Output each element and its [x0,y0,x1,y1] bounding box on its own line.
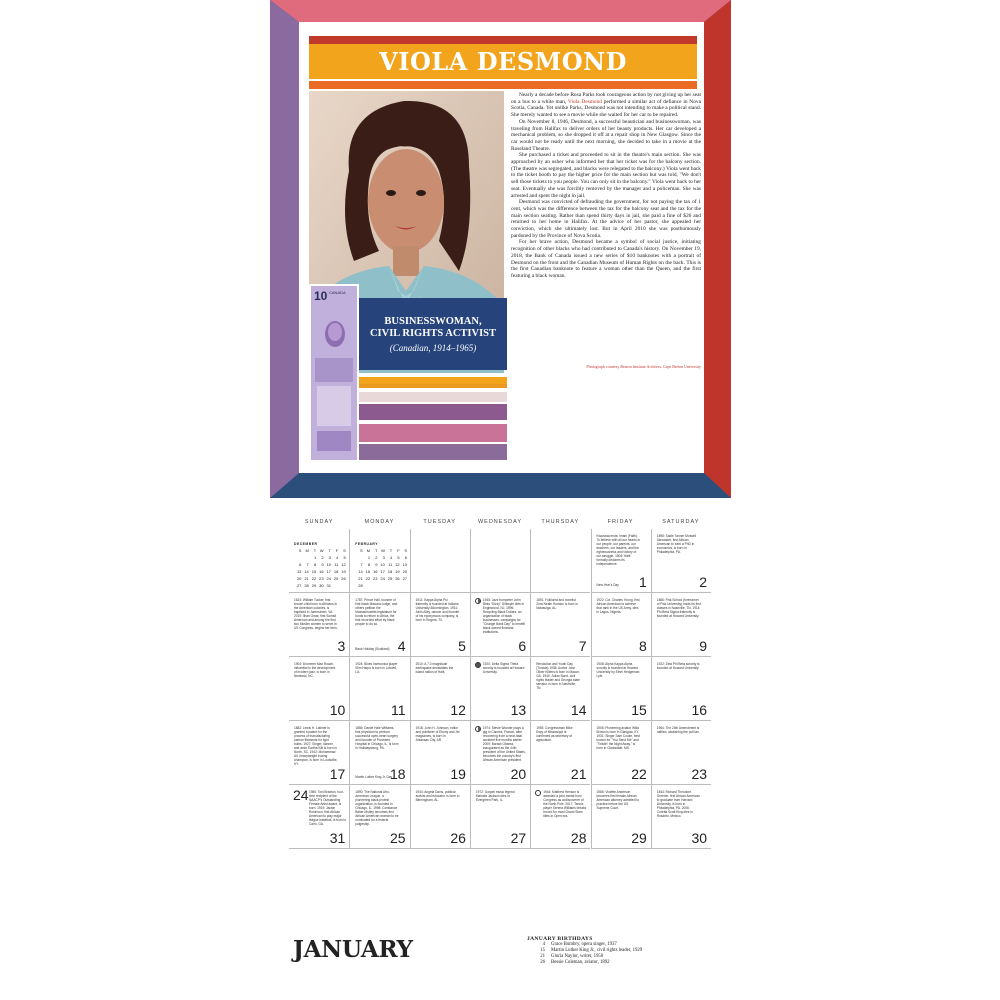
bio-paragraph: Desmond was convicted of defrauding the government, for not paying the tax of 1 cent, which was the difference between the tax for the balcony seat and the tax for the main section seating. Rather than spend thirty days in jail, she paid a fine of $26 and returned to her home in Halifax. At the advice of her pastor, she appealed her conviction, which she ultimately lost. But in April 2010 she was posthumously pardoned by the Province of Nova Scotia. [511,199,701,239]
stripe-orange [359,377,507,384]
day-note: Revolution and Youth Day (Tunisia) 1938: Author John Oliver Killens is born in Macon, GA. 1940: Julian Bond, civil rights leader and Georgia state senator, is born in Nashville, TN. [536,662,580,690]
day-note: 1890: The National Afro-American League, a pioneering black protest organization, is founded in Chicago, IL. 1998: Constance Baker Motley becomes first African American woman to be nominated for a federal judgeship. [355,790,399,826]
weekday-label: SATURDAY [662,519,700,525]
day-cell [651,785,711,849]
mini-calendar-row: 6 7 8 9 10 11 12 [299,562,346,567]
banknote-country: CANADA [329,290,346,295]
day-number: 29 [631,830,647,846]
day-cell [591,785,651,849]
bio-paragraph: Nearly a decade before Rosa Parks took courageous action by not giving up her seat on a bus to a white man, Viola Desmond performed a similar act of defiance in Nova Scotia, Canada. Yet unlike Parks, Desmond was not intending to make a political stand. She merely wanted to see a movie while she waited for her car to be repaired. [511,92,701,119]
day-note: 1787: Prince Hall, founder of first black Masonic lodge, and others petition the Massachusetts legislature for funds to return to Africa, the first recorded effort by black people to do so. [355,598,398,626]
mini-calendar-row: 1 2 3 4 5 [313,555,346,560]
day-number: 17 [329,766,346,782]
day-cell [591,593,651,657]
day-cell [530,785,590,849]
day-number: 21 [570,766,587,782]
mini-calendar-february [355,542,407,589]
day-cell [289,593,349,657]
birthdays-section [527,936,727,966]
day-number: 9 [699,638,708,654]
birthday-day: 15 [540,948,545,953]
day-cell [349,657,409,721]
day-note: 1882: Lewis H. Latimer is granted a patent for the process of manufacturing carbon filaments for light bulbs. 1927: Singer, dancer, and actor Eartha Kitt is born in North, SC. 1942: Muhammad Ali, heavyweight boxing champion, is born in Louisville, KY. [294,726,338,766]
day-cell [591,529,651,593]
content-panel [299,22,704,473]
birthday-text: Martin Luther King Jr., civil rights leader, 1929 [551,948,643,953]
calendar-days [289,529,711,925]
day-note: 1891: Folklorist and novelist Zora Neale Hurston is born in Notasulga, AL. [536,598,578,610]
day-number: 20 [510,766,527,782]
holiday-label: Bank Holiday (Scotland) [355,647,390,651]
day-cell [651,721,711,785]
day-note: 1918: John H. Johnson, editor and publisher of Ebony and Jet magazines, is born in Arkansas City, AR. [415,726,460,742]
weekday-label: TUESDAY [423,519,456,525]
birthday-text: Gloria Naylor, writer, 1950 [551,954,604,959]
month-title: JANUARY [293,936,413,963]
weekday-label: WEDNESDAY [477,519,522,525]
day-number: 15 [631,702,647,718]
feature-page [270,0,731,498]
moon-phase-icon [475,726,481,732]
stripe-orange-thin [359,384,507,388]
mini-calendar-row: 1 2 3 4 5 6 [367,555,408,560]
holiday-label: Martin Luther King Jr. Day [355,775,393,779]
day-note: 1906: Pioneering aviator Willa Brown is born in Glasgow, KY. 1931: Singer Sam Cooke, best known for "You Send Me" and "Twistin' the Night Away," is born in Clarksdale, MS. [596,726,640,750]
mini-calendar-title: FEBRUARY [355,542,379,546]
mini-calendar-row: 13 14 15 16 17 18 19 [296,569,346,574]
mini-calendar-header: S M T W T F S [360,548,408,553]
caption-role-line-2: CIVIL RIGHTS ACTIVIST [369,327,497,339]
day-cell [651,593,711,657]
day-note: 1920: Delta Sigma Theta sorority is founded at Howard University. [482,662,525,674]
day-number: 24 [293,787,309,803]
mini-calendar-title: DECEMBER [294,542,318,546]
day-number: 1 [639,574,647,590]
day-number: 31 [329,830,346,846]
day-number: 30 [691,830,708,846]
caption-box [359,298,507,370]
weekday-label: FRIDAY [607,519,634,525]
day-cell [470,593,530,657]
day-cell [591,721,651,785]
day-number: 23 [691,766,708,782]
day-cell [289,529,349,593]
day-number: 7 [578,638,587,654]
moon-phase-icon [475,662,481,668]
day-cell [349,529,409,593]
caption-lifespan: (Canadian, 1914–1965) [389,342,477,353]
top-stripe [309,36,697,44]
orange-stripe [309,81,697,89]
birthday-text: Grace Bumbry, opera singer, 1937 [551,942,617,947]
day-cell [410,785,470,849]
day-number: 12 [450,702,466,718]
title-bar [309,44,697,79]
day-note: 1945: Jazz trumpeter John Birks "Dizzy" Gillespie dies in Englewood, NJ. 1996: Recycling Black Dollars, an organization of black businesses, campaigns for "Change Bank Day" to benefit black-owned financial institutions. [482,598,526,634]
mini-calendar-header: S M T W T F S [298,548,346,553]
day-cell [530,529,590,593]
birthday-entry [527,960,727,966]
day-note: 2010: A 7.0 magnitude earthquake devastates the island nation of Haiti. [415,662,454,674]
day-cell [530,721,590,785]
day-cell [591,657,651,721]
day-number: 11 [391,702,406,718]
mini-calendar-row: 7 8 9 10 11 12 13 [360,562,408,567]
day-cell [289,785,349,849]
day-number: 19 [450,766,466,782]
weekday-label: MONDAY [364,519,395,525]
day-cell [470,785,530,849]
stripe-pink-light [359,392,507,402]
day-number: 14 [570,702,587,718]
day-number: 6 [518,638,527,654]
day-cell [349,593,409,657]
birthday-day: 26 [540,960,545,965]
day-cell [410,529,470,593]
mini-calendar-row: 27 28 29 30 31 [296,583,331,588]
day-cell [470,721,530,785]
day-cell [349,785,409,849]
day-number: 28 [570,830,587,846]
day-note: 1908: Alpha Kappa Alpha sorority is founded at Howard University by Ethel Hedgeman Lyle. [596,662,640,678]
caption-role-line-1: BUSINESSWOMAN, [384,315,482,327]
day-cell [349,721,409,785]
day-number: 16 [691,702,708,718]
day-note: 1980: Toni Braxton, four-time recipient of the NAACP's Outstanding Female Artist award, is born. 1919: Jackie Robinson, first African American to play major league baseball, is born in Cairo, GA. [309,790,347,826]
mini-calendar-row: 28 [358,583,363,588]
bio-paragraph: For her brave action, Desmond became a symbol of social justice, initiating recognition of other blacks who had contributed to Canada's history. On November 19, 2018, the Bank of Canada issued a new series of $10 banknotes with a portrait of Desmond on the front and the Canadian Museum of Human Rights on the back. This is the first Canadian banknote to feature a woman other than the Queen, and the first featuring a black woman. [511,239,701,279]
day-number: 5 [458,638,466,654]
page-title: VIOLA DESMOND [379,47,627,76]
moon-phase-icon [475,598,481,604]
photo-credit: Photograph courtesy Beaton Institute Archives, Cape Breton University [586,364,701,369]
day-number: 4 [397,638,406,654]
day-cell [410,657,470,721]
day-number: 18 [390,766,406,782]
day-number: 8 [639,638,647,654]
birthday-day: 4 [542,942,545,947]
day-note: 1856: Daniel Hale Williams, first physician to perform successful open-heart surgery and founder of Provident Hospital in Chicago, IL, is born in Hollidaysburg, PA. [355,726,399,750]
day-cell [289,657,349,721]
day-note: 1898: Sadie Tanner Mossell Alexander, first African American to earn a PhD in economics, is born in Philadelphia, PA. [656,534,697,554]
day-note: 1844: Richard Theodore Greener, first African American to graduate from Harvard University, is born in Philadelphia, PA. 2006: Coretta Scott King dies in Rosarito, Mexico. [656,790,701,818]
day-note: 1922: Zeta Phi Beta sorority is founded at Howard University. [656,662,700,670]
banknote-image [309,284,359,462]
day-number: 3 [337,638,346,654]
holiday-label: New Year's Day [596,583,619,587]
mini-calendar-row: 20 21 22 23 24 25 26 [296,576,346,581]
day-note: 1904: Drummer Max Roach, influential in the development of modern jazz, is born in Newland, NC. [294,662,336,678]
bio-paragraph: She purchased a ticket and proceeded to sit in the theatre's main section. She was approached by an usher who informed her that her ticket was for the balcony section. (The theatre was segregated, and blacks were relegated to the balcony.) Viola went back to the ticket booth to pay the higher price for the main section but was told, "We don't sell those tickets to you people. You can only sit in the balcony." Viola went back to her seat. Eventually she was forcibly removed by the manager and a policeman. She was arrested and spent the night in jail. [511,152,701,199]
day-cell [470,529,530,593]
day-number: 2 [699,574,708,590]
stripe-plum [359,404,507,420]
day-note: 1964: The 24th Amendment is ratified, abolishing the poll tax. [656,726,700,734]
day-number: 22 [631,766,647,782]
banknote-value: 10 [314,289,328,303]
birthdays-title: JANUARY BIRTHDAYS [527,936,593,942]
day-cell [410,593,470,657]
biography-text [511,92,701,280]
moon-phase-icon [535,790,541,796]
day-note: 1624: William Tucker, first known child born to Africans in the American colonies, is baptized in Jamestown, VA. 2019: Ilhan Omar, first Somali American and among the first two Muslim women to serve in US Congress, begins her term. [294,598,338,630]
day-note: 1866: Fisk School (forerunner of Fisk University) holds its first classes in Nashville, TN. 1914: Phi Beta Sigma fraternity is founded at Howard University. [656,598,701,618]
day-number: 27 [510,830,527,846]
day-note: Kwanzaa ends: Imani (Faith). To believe with all our hearts in our people, our parents, our teachers, our leaders, and the righteousness and victory of our struggle. 1804: Haiti formally declares its independence. [596,534,641,566]
bio-highlight: Viola Desmond [567,98,602,105]
day-cell [651,657,711,721]
day-number: 10 [329,702,346,718]
day-cell [530,657,590,721]
day-note: 1924: Blues harmonica player Slim Harpo is born in Lobdell, LA. [355,662,398,674]
day-note: 1993: Congressman Mike Espy of Mississippi is confirmed as secretary of agriculture. [536,726,573,742]
day-note: 1911: Kappa Alpha Psi fraternity is founded at Indiana University-Bloomington. 1931: Alvin Ailey, dancer and founder of his eponymous company, is born in Rogers, TX. [415,598,460,622]
day-cell [470,657,530,721]
day-cell [530,593,590,657]
stripe-pink [359,424,507,442]
birthday-day: 21 [540,954,545,959]
mini-calendar-december [294,542,346,589]
weekday-label: THURSDAY [541,519,580,525]
day-note: 1986: Violette Anderson becomes first female African American attorney admitted to practice before the US Supreme Court. [596,790,640,810]
calendar-grid [289,515,711,846]
mini-calendar-row: 21 22 23 24 25 26 27 [358,576,408,581]
day-number: 26 [450,830,466,846]
day-number: 13 [510,702,527,718]
mini-calendar-row: 14 15 16 17 18 19 20 [358,569,408,574]
bio-paragraph: On November 8, 1946, Desmond, a successful beautician and businesswoman, was traveling from Halifax to deliver orders of her beauty products. Her car developed a mechanical problem, so she dropped it off at a repair shop in New Glasgow. Since the car would not be ready until the next morning, she decided to take in a movie at the Roseland Theatre. [511,118,701,152]
day-cell [410,721,470,785]
birthday-text: Bessie Coleman, aviator, 1892 [551,960,610,965]
day-number: 25 [390,830,406,846]
day-note: 1944: Angela Davis, political activist and educator, is born in Birmingham, AL. [415,790,460,802]
caption-role [359,316,507,340]
day-cell [651,529,711,593]
day-note: 1944: Matthew Henson is awarded a joint medal from Congress as codiscoverer of the North Pole. 2017: Tennis player Serena Williams breaks record for most Grand Slam titles in Open era. [543,790,587,818]
day-cell [289,721,349,785]
day-note: 1922: Col. Charles Young, first African American to achieve that rank in the US Army, dies in Lagos, Nigeria. [596,598,640,614]
day-note: 1974: Stevie Wonder plays a gig in Cannes, France, after recovering from a near-fatal accident five months earlier. 2009: Barack Obama, inaugurated as the 44th president of the United States, becomes the country's first African American president. [482,726,526,762]
weekday-header [289,515,711,529]
stripe-purple [359,444,507,460]
day-note: 1972: Gospel music legend Mahalia Jackson dies in Evergreen Park, IL. [475,790,515,802]
weekday-label: SUNDAY [304,519,334,525]
birthdays-list [527,942,727,966]
